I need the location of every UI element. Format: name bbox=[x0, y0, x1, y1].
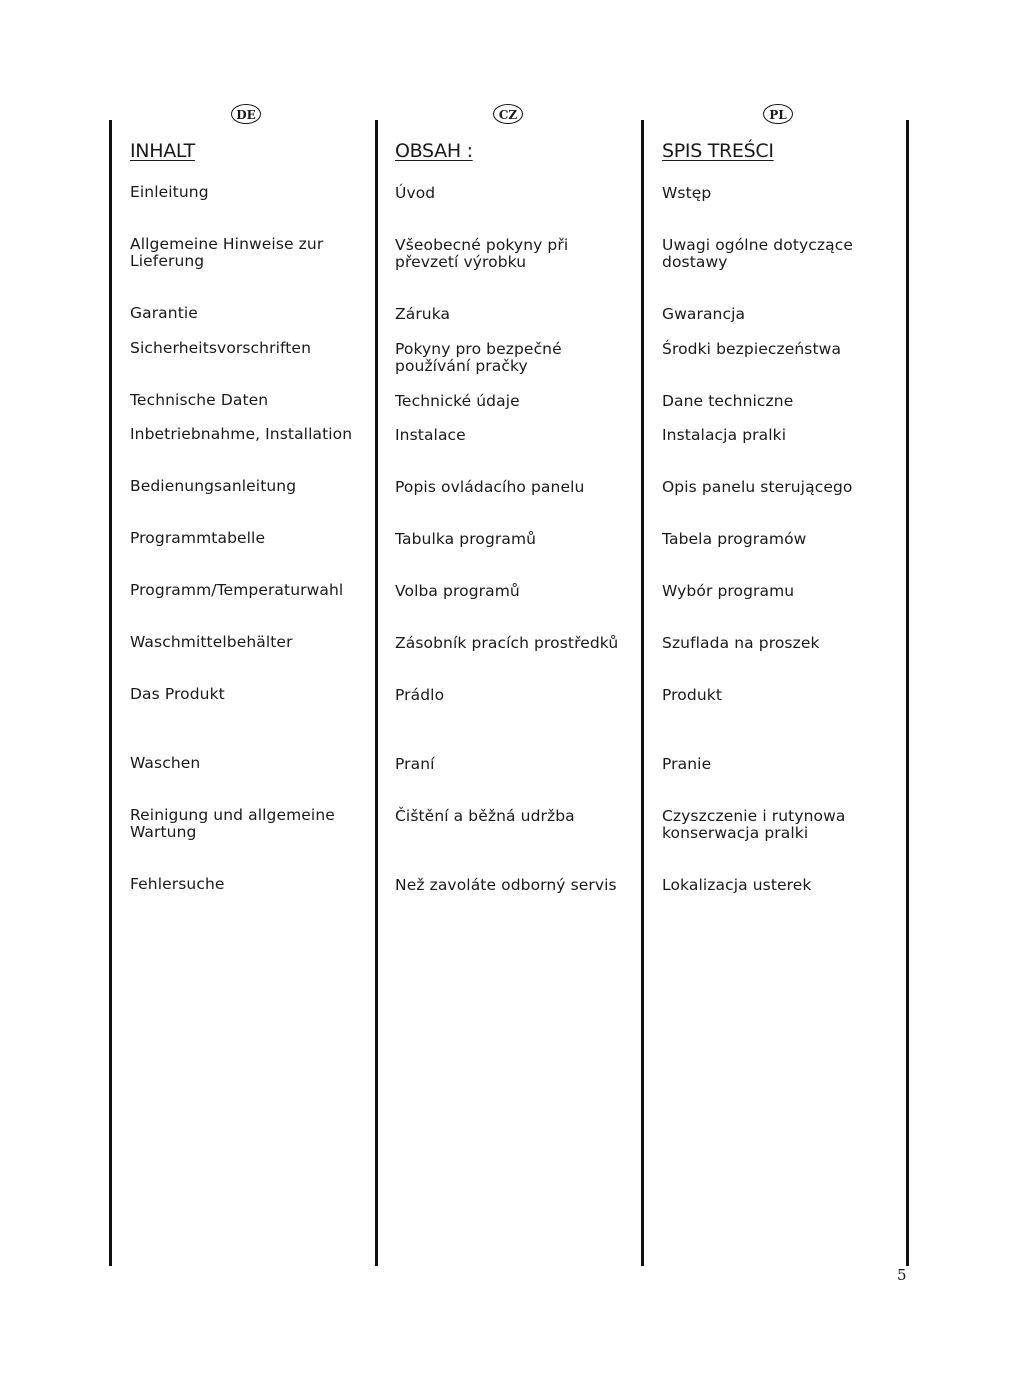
toc-title-cz: OBSAH : bbox=[395, 140, 473, 162]
toc-item: Technické údaje bbox=[395, 392, 520, 410]
toc-item: Waschmittelbehälter bbox=[130, 633, 293, 651]
toc-item: Technische Daten bbox=[130, 391, 269, 409]
toc-item: Popis ovládacího panelu bbox=[395, 478, 585, 496]
toc-item: Programmtabelle bbox=[130, 529, 266, 547]
toc-item: Wstęp bbox=[662, 184, 712, 202]
toc-item: Szuflada na proszek bbox=[662, 634, 820, 652]
toc-item: Wybór programu bbox=[662, 582, 795, 600]
language-badge-pl: PL bbox=[763, 104, 793, 124]
toc-item: Instalace bbox=[395, 426, 466, 444]
toc-item: Środki bezpieczeństwa bbox=[662, 340, 842, 358]
toc-item: Opis panelu sterującego bbox=[662, 478, 853, 496]
language-badge-cz: CZ bbox=[493, 104, 523, 124]
column-divider-middle-right bbox=[641, 120, 644, 1266]
toc-title-pl: SPIS TREŚCI bbox=[662, 140, 774, 162]
toc-item: Pokyny pro bezpečné používání pračky bbox=[395, 340, 562, 375]
toc-item: Das Produkt bbox=[130, 685, 225, 703]
toc-item: Sicherheitsvorschriften bbox=[130, 339, 311, 357]
toc-item: Záruka bbox=[395, 305, 451, 323]
toc-item: Inbetriebnahme, Installation bbox=[130, 425, 353, 443]
toc-item: Produkt bbox=[662, 686, 723, 704]
toc-item: Dane techniczne bbox=[662, 392, 794, 410]
toc-item: Fehlersuche bbox=[130, 875, 225, 893]
toc-item: Tabela programów bbox=[662, 530, 807, 548]
toc-item: Pranie bbox=[662, 755, 712, 773]
toc-item: Tabulka programů bbox=[395, 530, 537, 548]
toc-item: Allgemeine Hinweise zur Lieferung bbox=[130, 235, 324, 270]
column-divider-left bbox=[109, 120, 112, 1266]
toc-item: Programm/Temperaturwahl bbox=[130, 581, 344, 599]
toc-item: Úvod bbox=[395, 184, 436, 202]
toc-title-de: INHALT bbox=[130, 140, 195, 162]
toc-item: Volba programů bbox=[395, 582, 520, 600]
page-number: 5 bbox=[897, 1266, 907, 1284]
toc-item: Než zavoláte odborný servis bbox=[395, 876, 617, 894]
toc-item: Lokalizacja usterek bbox=[662, 876, 812, 894]
toc-item: Bedienungsanleitung bbox=[130, 477, 297, 495]
toc-item: Einleitung bbox=[130, 183, 209, 201]
toc-item: Waschen bbox=[130, 754, 201, 772]
toc-item: Všeobecné pokyny při převzetí výrobku bbox=[395, 236, 569, 271]
toc-item: Čištění a běžná udržba bbox=[395, 807, 575, 825]
toc-item: Reinigung und allgemeine Wartung bbox=[130, 806, 335, 841]
toc-item: Czyszczenie i rutynowa konserwacja pralki bbox=[662, 807, 846, 842]
toc-item: Instalacja pralki bbox=[662, 426, 787, 444]
language-badge-de: DE bbox=[231, 104, 261, 124]
toc-item: Uwagi ogólne dotyczące dostawy bbox=[662, 236, 853, 271]
toc-item: Zásobník pracích prostředků bbox=[395, 634, 619, 652]
toc-item: Garantie bbox=[130, 304, 198, 322]
column-divider-middle-left bbox=[375, 120, 378, 1266]
toc-item: Gwarancja bbox=[662, 305, 746, 323]
column-divider-right bbox=[906, 120, 909, 1266]
toc-item: Praní bbox=[395, 755, 435, 773]
toc-item: Prádlo bbox=[395, 686, 445, 704]
